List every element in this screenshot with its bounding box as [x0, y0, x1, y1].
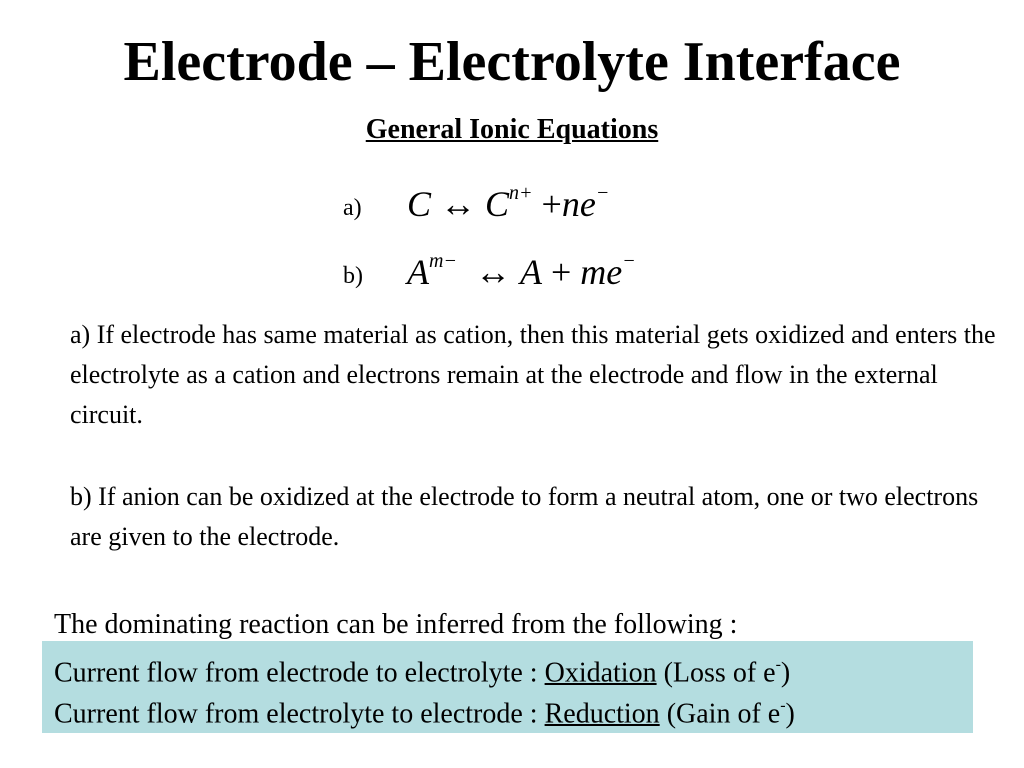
equation-a-math	[407, 182, 610, 224]
summary-line2-sup: -	[780, 697, 786, 714]
paragraph-b: b) If anion can be oxidized at the electrode to form a neutral atom, one or two electrons are given to the electrode.	[70, 482, 979, 551]
equation-a-term-sup: −	[595, 182, 610, 204]
equation-a-label: a)	[343, 195, 362, 221]
equation-b-label: b)	[343, 263, 363, 289]
oxidation-term: Oxidation	[544, 657, 657, 689]
summary-line1-end: )	[780, 657, 791, 689]
summary-line2-suffix: (Gain of e	[659, 698, 781, 730]
equation-a-lhs: C	[407, 184, 432, 224]
equation-b-lhs: A	[407, 252, 429, 292]
equation-b-lhs-sup: m−	[429, 250, 457, 272]
equation-b-term-sup: −	[622, 250, 636, 272]
equation-a-arrow: ↔	[440, 184, 477, 224]
slide-title: Electrode – Electrolyte Interface	[123, 31, 901, 93]
equation-b-math	[407, 250, 636, 292]
slide-subtitle: General Ionic Equations	[365, 114, 659, 145]
summary-line1-sup: -	[775, 656, 781, 673]
reduction-term: Reduction	[544, 698, 660, 730]
equation-b-rhs: A	[519, 252, 542, 292]
equation-b-term: me	[580, 252, 623, 292]
summary-line-oxidation	[54, 649, 790, 691]
summary-line1-suffix: (Loss of e	[656, 657, 776, 689]
equation-b-arrow: ↔	[474, 252, 511, 292]
summary-line-reduction	[54, 690, 795, 732]
summary-line2-end: )	[785, 698, 795, 730]
summary-lead: The dominating reaction can be inferred from the following :	[54, 609, 738, 640]
paragraph-a: a) If electrode has same material as cation, then this material gets oxidized and enters the electrolyte as a cation and electrons remain at the electrode and flow in the external circuit.	[70, 320, 996, 429]
summary-highlight-box	[42, 641, 973, 733]
equation-a-rhs-sup: n+	[509, 182, 533, 204]
equation-a-plus: +	[541, 184, 562, 224]
summary-line2-prefix: Current flow from electrolyte to electrode :	[54, 698, 545, 730]
summary-line1-prefix: Current flow from electrode to electrolyte :	[54, 657, 545, 689]
equation-a-rhs: C	[485, 184, 510, 224]
equation-a-term: ne	[561, 184, 596, 224]
equation-b-plus: +	[550, 252, 572, 292]
